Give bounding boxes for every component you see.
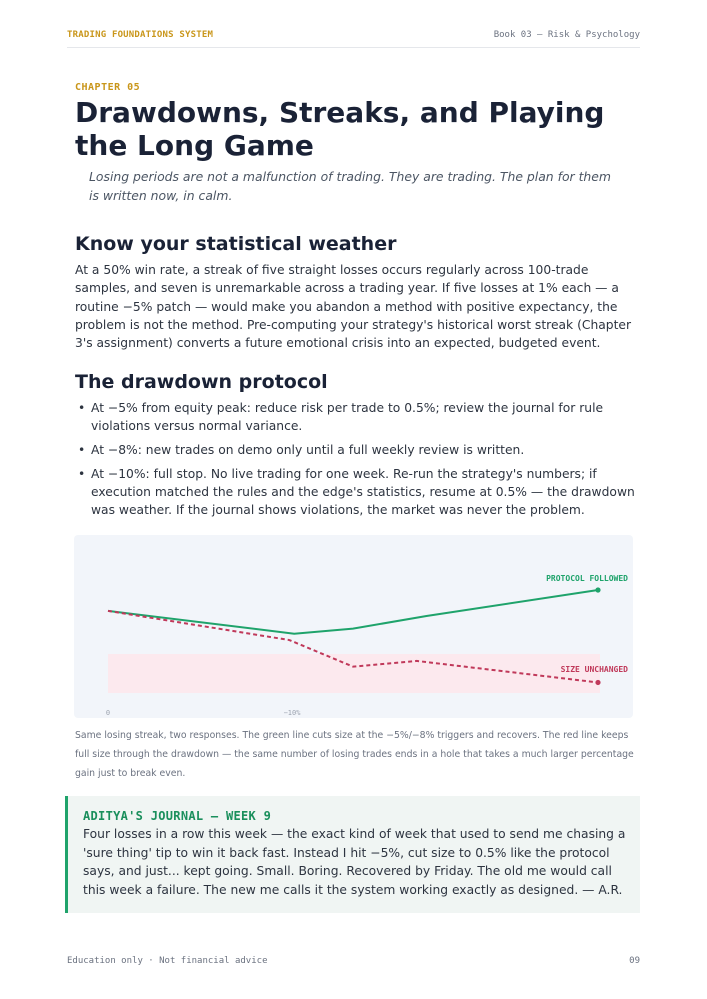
book-title: Book 03 — Risk & Psychology bbox=[493, 30, 640, 40]
chapter-label: CHAPTER 05 bbox=[75, 82, 141, 93]
series-line-protocol-followed bbox=[108, 590, 598, 634]
bullet-icon: • bbox=[78, 401, 86, 415]
section-body-weather: At a 50% win rate, a streak of five straight losses occurs regularly across 100-trade samples, and seven is unremarkable across a trading year. If five losses at 1% each — a routine −5% patch — would make you abandon a method with positive expectancy, the problem is not the method. Pre-computing your strategy's historical worst streak (Chapter 3's assignment) converts a future emotional crisis into an expected, budgeted event. bbox=[75, 263, 632, 351]
journal-callout bbox=[65, 796, 640, 913]
bullet-icon: • bbox=[78, 443, 86, 457]
chapter-title: Drawdowns, Streaks, and Playing the Long Game bbox=[75, 96, 605, 162]
journal-title: ADITYA'S JOURNAL — WEEK 9 bbox=[83, 809, 272, 823]
chapter-subtitle: Losing periods are not a malfunction of trading. They are trading. The plan for them is written now, in calm. bbox=[89, 169, 611, 203]
drawdown-chart bbox=[74, 535, 633, 718]
x-tick-label: −10% bbox=[283, 709, 301, 717]
list-item-text: At −5% from equity peak: reduce risk per trade to 0.5%; review the journal for rule violations versus normal variance. bbox=[91, 401, 604, 433]
drawdown-zone bbox=[108, 654, 600, 693]
section-heading-protocol: The drawdown protocol bbox=[75, 371, 328, 393]
list-item-text: At −10%: full stop. No live trading for one week. Re-run the strategy's numbers; if execution matched the rules and the edge's statistics, resume at 0.5% — the drawdown was weather. If the journal shows violations, the market was never the problem. bbox=[91, 467, 635, 517]
chart-caption: Same losing streak, two responses. The green line cuts size at the −5%/−8% triggers and recovers. The red line keeps full size through the drawdown — the same number of losing trades ends in a hole that takes a much larger percentage gain just to break even. bbox=[75, 730, 634, 779]
running-header bbox=[67, 30, 640, 48]
endpoint-size-unchanged bbox=[595, 680, 600, 685]
list-item-text: At −8%: new trades on demo only until a full weekly review is written. bbox=[91, 443, 525, 457]
series-label-protocol-followed: PROTOCOL FOLLOWED bbox=[546, 574, 628, 583]
series-label-size-unchanged: SIZE UNCHANGED bbox=[560, 665, 628, 674]
series-title: TRADING FOUNDATIONS SYSTEM bbox=[67, 30, 214, 40]
running-footer bbox=[67, 956, 640, 966]
list-item bbox=[75, 399, 635, 435]
journal-body: Four losses in a row this week — the exact kind of week that used to send me chasing a 'sure thing' tip to win it back fast. Instead I hit −5%, cut size to 0.5% like the protocol says, and just... kept going. Small. Boring. Recovered by Friday. The old me would call this week a failure. The new me calls it the system working exactly as designed. — A.R. bbox=[83, 827, 626, 897]
x-tick-label: 0 bbox=[105, 709, 111, 717]
bullet-icon: • bbox=[78, 467, 86, 481]
list-item bbox=[75, 465, 635, 519]
protocol-list bbox=[75, 399, 635, 525]
page-number: 09 bbox=[629, 956, 640, 966]
section-heading-weather: Know your statistical weather bbox=[75, 233, 397, 255]
endpoint-protocol-followed bbox=[595, 587, 600, 592]
list-item bbox=[75, 441, 635, 459]
disclaimer: Education only · Not financial advice bbox=[67, 956, 268, 966]
chart-canvas bbox=[74, 535, 633, 718]
